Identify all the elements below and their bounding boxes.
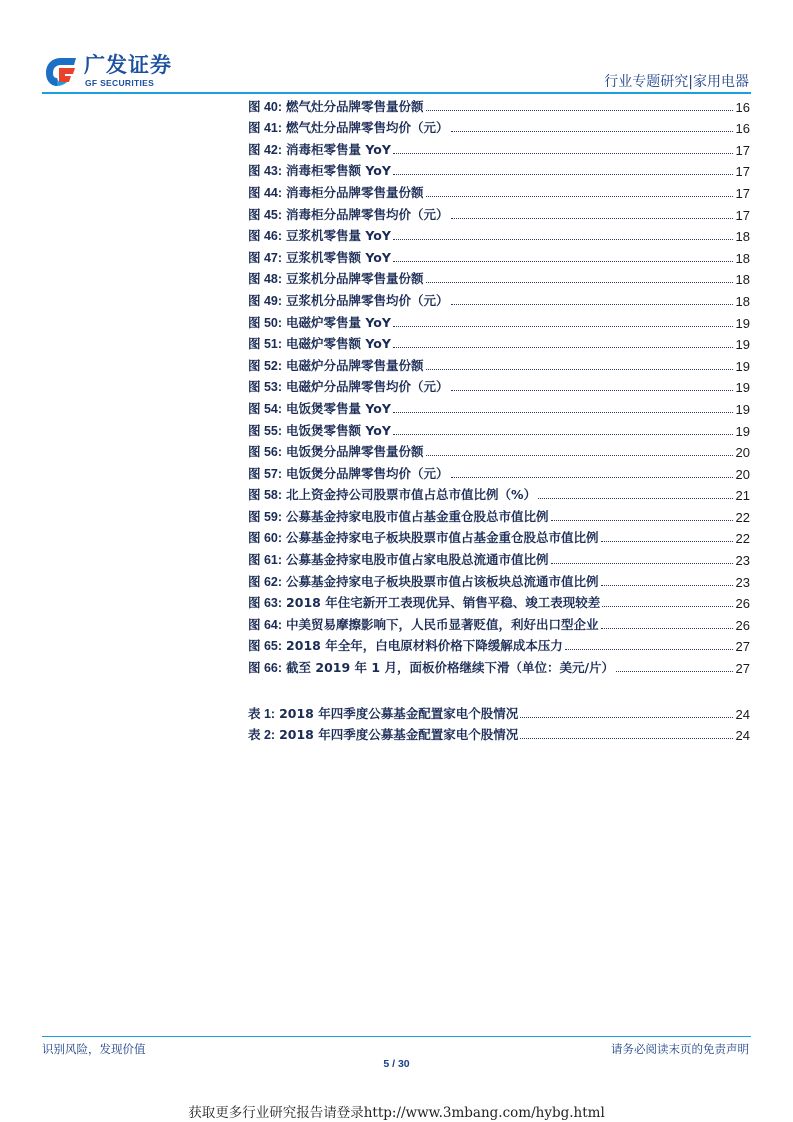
figure-number: 图 58: <box>248 488 283 503</box>
footer-slogan: 识别风险，发现价值 <box>42 1042 146 1056</box>
figure-title: 电磁炉零售额 YoY <box>286 336 391 352</box>
table-title: 2018 年四季度公募基金配置家电个股情况 <box>279 705 519 721</box>
dot-leader <box>520 737 733 739</box>
figure-number: 图 42: <box>248 142 283 157</box>
dot-leader <box>393 433 733 435</box>
figure-number: 图 44: <box>248 185 283 200</box>
page-number: 20 <box>735 445 750 461</box>
figure-title: 豆浆机分品牌零售均价（元） <box>286 292 449 308</box>
dot-leader <box>393 325 733 327</box>
page-number: 22 <box>735 531 750 547</box>
page-number: 24 <box>735 706 750 722</box>
dot-leader <box>520 716 733 718</box>
figure-number: 图 46: <box>248 229 283 244</box>
toc-entry[interactable] <box>248 611 750 633</box>
table-list <box>248 700 750 743</box>
toc-entry[interactable] <box>248 722 750 744</box>
page-number: 19 <box>735 423 750 439</box>
dot-leader <box>393 260 733 262</box>
figure-title: 豆浆机分品牌零售量份额 <box>286 271 424 287</box>
figure-title: 消毒柜零售量 YoY <box>286 141 391 157</box>
page-number: 18 <box>735 229 750 245</box>
figure-title: 燃气灶分品牌零售量份额 <box>286 98 424 114</box>
page-number: 26 <box>735 596 750 612</box>
page-number: 17 <box>735 185 750 201</box>
page-indicator: 5 / 30 <box>383 1058 410 1070</box>
figure-title: 公募基金持家电股市值占基金重仓股总市值比例 <box>286 508 549 524</box>
page-number: 18 <box>735 272 750 288</box>
dot-leader <box>551 562 733 564</box>
figure-list <box>248 93 750 676</box>
figure-number: 图 59: <box>248 509 283 524</box>
toc-entry[interactable] <box>248 352 750 374</box>
dot-leader <box>426 195 733 197</box>
figure-title: 中美贸易摩擦影响下，人民币显著贬值，利好出口型企业 <box>286 616 599 632</box>
figure-title: 消毒柜零售额 YoY <box>286 163 391 179</box>
figure-number: 图 60: <box>248 531 283 546</box>
figure-number: 图 63: <box>248 596 283 611</box>
page-number: 22 <box>735 509 750 525</box>
toc-entry[interactable] <box>248 633 750 655</box>
toc-entry[interactable] <box>248 395 750 417</box>
figure-number: 图 47: <box>248 250 283 265</box>
figure-title: 电磁炉零售量 YoY <box>286 314 391 330</box>
page-number: 23 <box>735 574 750 590</box>
page-number: 18 <box>735 293 750 309</box>
dot-leader <box>393 152 733 154</box>
toc-entry[interactable] <box>248 266 750 288</box>
toc-entry[interactable] <box>248 460 750 482</box>
figure-title: 公募基金持家电股市值占家电股总流通市值比例 <box>286 552 549 568</box>
page-number: 24 <box>735 728 750 744</box>
toc-entry[interactable] <box>248 590 750 612</box>
figure-number: 图 40: <box>248 99 283 114</box>
toc-entry[interactable] <box>248 287 750 309</box>
dot-leader <box>538 497 733 499</box>
figure-number: 图 64: <box>248 617 283 632</box>
gf-logo-icon <box>44 56 78 88</box>
toc-entry[interactable] <box>248 654 750 676</box>
toc-entry[interactable] <box>248 223 750 245</box>
toc-entry[interactable] <box>248 201 750 223</box>
figure-number: 图 43: <box>248 164 283 179</box>
dot-leader <box>616 670 733 672</box>
logo-english-name: GF SECURITIES <box>85 78 155 88</box>
figure-number: 图 62: <box>248 574 283 589</box>
dot-leader <box>601 584 733 586</box>
toc-entry[interactable] <box>248 546 750 568</box>
page-number: 19 <box>735 401 750 417</box>
toc-entry[interactable] <box>248 179 750 201</box>
page-number: 27 <box>735 639 750 655</box>
figure-number: 图 54: <box>248 401 283 416</box>
figure-number: 图 49: <box>248 293 283 308</box>
dot-leader <box>601 627 733 629</box>
figure-title: 消毒柜分品牌零售均价（元） <box>286 206 449 222</box>
figure-title: 电饭煲零售量 YoY <box>286 400 391 416</box>
page-number: 18 <box>735 250 750 266</box>
figure-title: 燃气灶分品牌零售均价（元） <box>286 120 449 136</box>
figure-title: 电磁炉分品牌零售均价（元） <box>286 379 449 395</box>
figure-number: 图 52: <box>248 358 283 373</box>
dot-leader <box>551 519 733 521</box>
toc-entry[interactable] <box>248 417 750 439</box>
dot-leader <box>602 605 733 607</box>
dot-leader <box>426 368 733 370</box>
toc-entry[interactable] <box>248 115 750 137</box>
figure-number: 图 51: <box>248 337 283 352</box>
figure-number: 图 48: <box>248 272 283 287</box>
toc-entry[interactable] <box>248 568 750 590</box>
toc-entry[interactable] <box>248 482 750 504</box>
figure-title: 公募基金持家电子板块股票市值占基金重仓股总市值比例 <box>286 530 599 546</box>
dot-leader <box>451 303 733 305</box>
figure-number: 图 66: <box>248 661 283 676</box>
figure-title: 电磁炉分品牌零售量份额 <box>286 357 424 373</box>
page-number: 17 <box>735 207 750 223</box>
toc-entry[interactable] <box>248 244 750 266</box>
page-number: 17 <box>735 164 750 180</box>
page-number: 19 <box>735 358 750 374</box>
toc-entry[interactable] <box>248 93 750 115</box>
toc-entry[interactable] <box>248 439 750 461</box>
dot-leader <box>393 173 733 175</box>
page-number: 19 <box>735 380 750 396</box>
toc-entry[interactable] <box>248 374 750 396</box>
toc-entry[interactable] <box>248 331 750 353</box>
dot-leader <box>601 540 733 542</box>
logo-chinese-name: 广发证券 <box>84 53 172 77</box>
footer-disclaimer-notice: 请务必阅读末页的免责声明 <box>611 1042 749 1056</box>
footer-divider <box>42 1036 751 1037</box>
dot-leader <box>451 130 733 132</box>
figure-title: 截至 2019 年 1 月，面板价格继续下滑（单位：美元/片） <box>286 660 615 676</box>
dot-leader <box>451 389 733 391</box>
figure-title: 电饭煲分品牌零售量份额 <box>286 444 424 460</box>
figure-number: 图 45: <box>248 207 283 222</box>
page-number: 17 <box>735 142 750 158</box>
figure-title: 消毒柜分品牌零售量份额 <box>286 184 424 200</box>
page-number: 27 <box>735 661 750 677</box>
figure-title: 豆浆机零售额 YoY <box>286 249 391 265</box>
company-logo <box>44 54 184 90</box>
dot-leader <box>451 476 733 478</box>
dot-leader <box>393 411 733 413</box>
figure-number: 图 41: <box>248 121 283 136</box>
report-section-title: 行业专题研究|家用电器 <box>604 74 749 90</box>
page-number: 20 <box>735 466 750 482</box>
watermark-text: 获取更多行业研究报告请登录http://www.3mbang.com/hybg.html <box>188 1105 605 1121</box>
table-title: 2018 年四季度公募基金配置家电个股情况 <box>279 727 519 743</box>
toc-entry[interactable] <box>248 136 750 158</box>
figure-number: 图 50: <box>248 315 283 330</box>
dot-leader <box>393 346 733 348</box>
dot-leader <box>565 648 733 650</box>
page-number: 16 <box>735 121 750 137</box>
toc-entry[interactable] <box>248 158 750 180</box>
dot-leader <box>451 217 733 219</box>
figure-title: 公募基金持家电子板块股票市值占该板块总流通市值比例 <box>286 573 599 589</box>
figure-number: 图 65: <box>248 639 283 654</box>
toc-entry[interactable] <box>248 503 750 525</box>
toc-entry[interactable] <box>248 309 750 331</box>
figure-title: 电饭煲分品牌零售均价（元） <box>286 465 449 481</box>
figure-title: 2018 年全年，白电原材料价格下降缓解成本压力 <box>286 638 563 654</box>
table-number: 表 1: <box>248 706 276 721</box>
figure-title: 豆浆机零售量 YoY <box>286 228 391 244</box>
dot-leader <box>426 454 733 456</box>
figure-number: 图 55: <box>248 423 283 438</box>
dot-leader <box>426 281 733 283</box>
figure-title: 2018 年住宅新开工表现优异、销售平稳、竣工表现较差 <box>286 595 601 611</box>
page-number: 21 <box>735 488 750 504</box>
dot-leader <box>426 109 733 111</box>
figure-title: 电饭煲零售额 YoY <box>286 422 391 438</box>
page-number: 26 <box>735 617 750 633</box>
figure-number: 图 61: <box>248 553 283 568</box>
toc-entry[interactable] <box>248 700 750 722</box>
figure-title: 北上资金持公司股票市值占总市值比例（%） <box>286 487 537 503</box>
page-number: 19 <box>735 337 750 353</box>
figure-number: 图 57: <box>248 466 283 481</box>
table-number: 表 2: <box>248 728 276 743</box>
figure-number: 图 56: <box>248 445 283 460</box>
page-number: 19 <box>735 315 750 331</box>
page-number: 23 <box>735 553 750 569</box>
toc-entry[interactable] <box>248 525 750 547</box>
figure-number: 图 53: <box>248 380 283 395</box>
dot-leader <box>393 238 733 240</box>
page-number: 16 <box>735 99 750 115</box>
